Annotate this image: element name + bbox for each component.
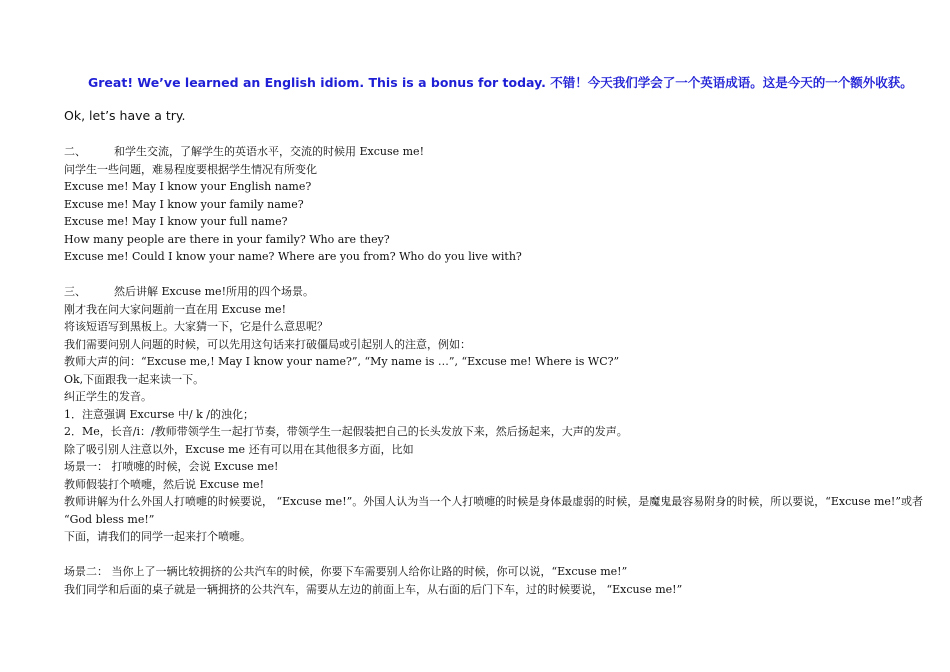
- section-3-line: 刚才我在问大家问题前一直在用 Excuse me!: [64, 302, 286, 316]
- section-2-line: Excuse me! Could I know your name? Where are you from? Who do you live with?: [64, 250, 522, 263]
- section-3-line: 将该短语写到黑板上。大家猜一下，它是什么意思呢？: [64, 320, 328, 333]
- section-3-line: 教师大声的问：“Excuse me,! May I know your name?”, “My name is …”, “Excuse me! Where is WC?”: [64, 355, 620, 368]
- scene-1-line: 下面，请我们的同学一起来打个喷嚏。: [64, 530, 251, 543]
- blank-line: [64, 546, 940, 564]
- bonus-line: Great! We’ve learned an English idiom. This is a bonus for today. 不错！今天我们学会了一个英语成语。这是今天的一个额外收获。: [88, 75, 913, 90]
- scene-1-explanation: 教师讲解为什么外国人打喷嚏的时候要说， “Excuse me!”。外国人认为当一个人打喷嚏的时候是身体最虚弱的时候，是魔鬼最容易附身的时候，所以要说，“Excuse me!”或者 “God bless me!”: [64, 495, 923, 526]
- section-3-line: 除了吸引别人注意以外，Excuse me 还有可以用在其他很多方面，比如: [64, 442, 414, 456]
- section-2-line: Excuse me! May I know your family name?: [64, 197, 304, 211]
- lesson-body: [64, 143, 940, 598]
- section-2-line: Excuse me! May I know your English name?: [64, 180, 312, 193]
- section-3-heading: [64, 283, 940, 301]
- scene-2-line: 我们同学和后面的桌子就是一辆拥挤的公共汽车，需要从左边的前面上车，从右面的后门下车，过的时候要说， “Excuse me!”: [64, 582, 683, 596]
- section-3-number: 三、: [64, 285, 86, 298]
- section-3-title: 然后讲解 Excuse me!所用的四个场景。: [114, 285, 314, 298]
- section-3-line: 2．Me，长音/i：/教师带领学生一起打节奏，带领学生一起假装把自己的长头发放下来，然后扬起来，大声的发声。: [64, 425, 628, 438]
- scene-1-line: 场景一： 打喷嚏的时候，会说 Excuse me!: [64, 460, 279, 473]
- section-2-line: 问学生一些问题，难易程度要根据学生情况有所变化: [64, 162, 317, 176]
- section-3-line: Ok,下面跟我一起来读一下。: [64, 372, 205, 386]
- section-3-line: 纠正学生的发音。: [64, 390, 152, 403]
- scene-2-line: 场景二： 当你上了一辆比较拥挤的公共汽车的时候，你要下车需要别人给你让路的时候，你可以说，“Excuse me!”: [64, 565, 628, 578]
- section-2-title: 和学生交流，了解学生的英语水平，交流的时候用 Excuse me!: [114, 145, 424, 158]
- scene-1-line: 教师假装打个喷嚏，然后说 Excuse me!: [64, 477, 264, 491]
- section-3-line: 1．注意强调 Excurse 中/ k /的浊化；: [64, 407, 254, 421]
- section-2-heading: [64, 143, 940, 161]
- section-2-line: How many people are there in your family? Who are they?: [64, 232, 390, 246]
- section-3-line: 我们需要问别人问题的时候，可以先用这句话来打破僵局或引起别人的注意，例如：: [64, 337, 471, 351]
- section-2-number: 二、: [64, 145, 86, 158]
- blank-line: [64, 266, 940, 284]
- try-line: Ok, let’s have a try.: [64, 108, 186, 123]
- section-2-line: Excuse me! May I know your full name?: [64, 215, 288, 228]
